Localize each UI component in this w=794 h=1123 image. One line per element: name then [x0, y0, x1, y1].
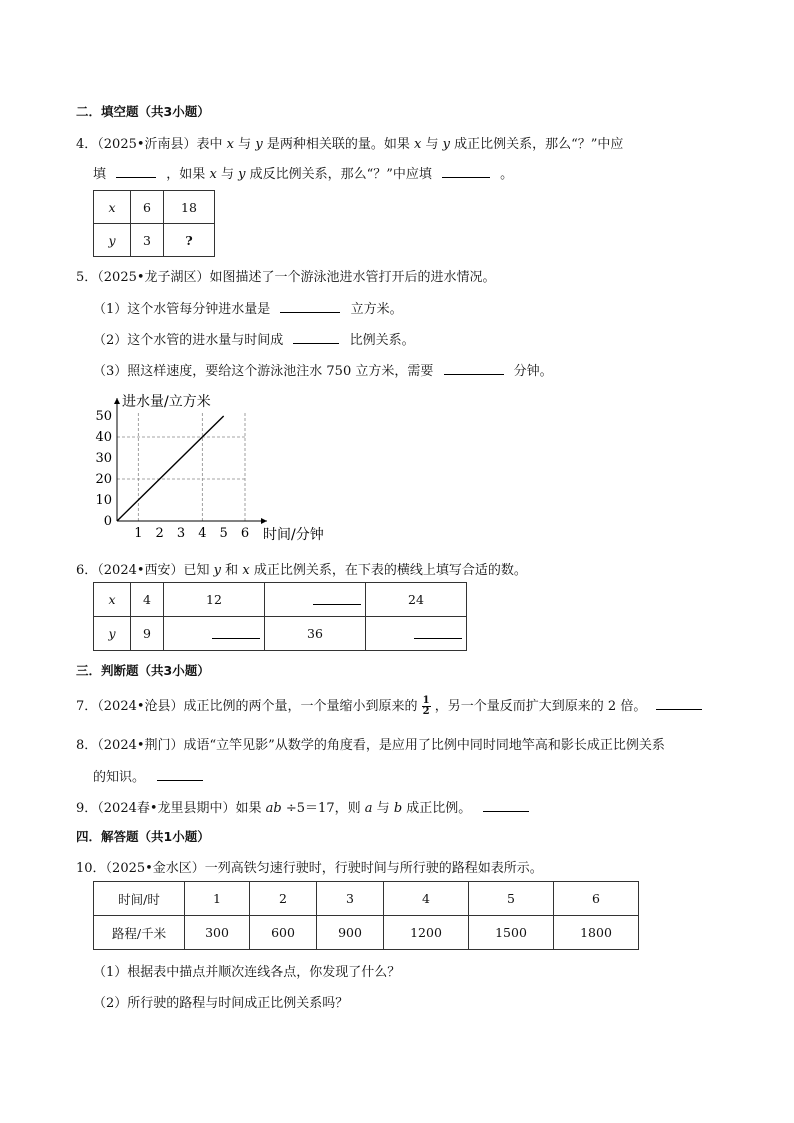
table-cell: 4 [131, 583, 164, 617]
section-heading-solution: 四．解答题（共1小题） [76, 829, 210, 844]
x-tick-label: 6 [240, 526, 250, 541]
q6-text-c: 成正比例关系，在下表的横线上填写合适的数。 [253, 563, 527, 578]
table-cell: 12 [164, 583, 265, 617]
table-cell: 3 [317, 882, 384, 916]
question-10-part-1: （1）根据表中描点并顺次连线各点，你发现了什么？ [93, 965, 401, 980]
answer-blank[interactable] [483, 799, 529, 812]
x-tick-label: 4 [198, 526, 207, 541]
table-cell: 6 [554, 882, 639, 916]
answer-blank[interactable] [414, 626, 462, 639]
q6-text-b: 和 [225, 563, 239, 578]
var-y: y [213, 563, 222, 578]
table-cell: 1800 [554, 916, 639, 950]
table-cell: 18 [164, 191, 215, 224]
table-cell: 6 [131, 191, 164, 224]
q4-text-yu: 与 [238, 137, 252, 152]
var-ab: ab [265, 801, 282, 816]
y-tick-label: 20 [95, 472, 112, 487]
table-cell: 900 [317, 916, 384, 950]
table-cell: 1500 [469, 916, 554, 950]
table-cell: y [94, 617, 131, 651]
q7-text-a: 7．（2024•沧县）成正比例的两个量，一个量缩小到原来的 [76, 699, 418, 714]
q5-p1-unit: 立方米。 [350, 302, 403, 317]
table-cell: 600 [250, 916, 317, 950]
q9-text-c: 与 [376, 801, 390, 816]
section-heading-fill-in: 二．填空题（共3小题） [76, 104, 210, 119]
question-5-part-3 [93, 360, 553, 379]
answer-blank[interactable] [157, 768, 203, 781]
var-x: x [242, 563, 250, 578]
question-6-stem [76, 559, 527, 578]
var-y: y [238, 167, 246, 182]
q5-p2-unit: 比例关系。 [349, 333, 415, 348]
x-axis-arrow [261, 518, 267, 524]
table-cell-blank[interactable] [164, 617, 265, 651]
table-cell: 2 [250, 882, 317, 916]
q4-text-b: 是两种相关联的量。如果 [266, 137, 410, 152]
fraction-denominator: 2 [422, 706, 430, 717]
q5-p3-unit: 分钟。 [513, 364, 553, 379]
question-7 [76, 695, 702, 717]
section-heading-judgement: 三．判断题（共3小题） [76, 663, 210, 678]
var-a: a [364, 801, 373, 816]
q9-text-b: ÷5＝17，则 [285, 801, 361, 816]
q4-text-inverse: 成反比例关系，那么“？”中应填 [249, 167, 432, 182]
table-cell: 300 [185, 916, 250, 950]
answer-blank[interactable] [313, 592, 361, 605]
q8-text-end: 的知识。 [93, 770, 146, 785]
table-cell: x [94, 583, 131, 617]
x-tick-label: 2 [155, 526, 164, 541]
question-8-line-1: 8．（2024•荆门）成语“立竿见影”从数学的角度看，是应用了比例中同时同地竿高和影长成正比例关系 [76, 738, 665, 753]
y-tick-label: 0 [103, 514, 112, 529]
var-y: y [442, 137, 450, 152]
q5-p2-text: （2）这个水管的进水量与时间成 [93, 333, 284, 348]
q5-p3-text: （3）照这样速度，要给这个游泳池注水 750 立方米，需要 [93, 364, 434, 379]
table-cell: 9 [131, 617, 164, 651]
answer-blank[interactable] [280, 300, 340, 313]
y-tick-label: 10 [95, 493, 112, 508]
answer-blank[interactable] [656, 697, 702, 710]
table-cell: x [94, 191, 131, 224]
table-cell: 24 [366, 583, 467, 617]
table-cell-blank[interactable] [265, 583, 366, 617]
answer-blank[interactable] [116, 165, 156, 178]
q4-text-yu: 与 [220, 167, 234, 182]
table-cell-blank[interactable] [366, 617, 467, 651]
fraction-numerator: 1 [422, 695, 430, 706]
question-10-stem: 10．（2025•金水区）一列高铁匀速行驶时，行驶时间与所行驶的路程如表所示。 [76, 861, 543, 876]
q4-xy-table [93, 190, 215, 257]
question-8-line-2 [93, 766, 203, 785]
q6-text-a: 6．（2024•西安）已知 [76, 563, 210, 578]
fraction-one-half [422, 696, 431, 717]
answer-blank[interactable] [212, 626, 260, 639]
question-4-line-2 [93, 163, 513, 182]
question-9 [76, 797, 529, 816]
q5-p1-text: （1）这个水管每分钟进水量是 [93, 302, 271, 317]
answer-blank[interactable] [442, 165, 490, 178]
y-axis-arrow [114, 398, 120, 404]
q6-xy-table [93, 582, 467, 651]
var-x: x [413, 137, 422, 152]
q4-text-end: 。 [500, 167, 514, 182]
table-cell: 4 [384, 882, 469, 916]
water-inflow-chart [95, 390, 365, 545]
var-y: y [255, 137, 263, 152]
var-x: x [209, 167, 217, 182]
answer-blank[interactable] [444, 362, 504, 375]
q4-text-c: 成正比例关系，那么“？”中应 [454, 137, 624, 152]
table-cell: ? [164, 224, 215, 257]
y-axis-label: 进水量/立方米 [122, 394, 211, 410]
table-cell: 1200 [384, 916, 469, 950]
x-axis-label: 时间/分钟 [263, 527, 324, 543]
var-b: b [393, 801, 403, 816]
q7-text-b: ，另一个量反而扩大到原来的 2 倍。 [434, 699, 647, 714]
table-cell: 36 [265, 617, 366, 651]
table-header-cell: 时间/时 [94, 882, 185, 916]
table-cell: 3 [131, 224, 164, 257]
table-cell: 1 [185, 882, 250, 916]
question-10-part-2: （2）所行驶的路程与时间成正比例关系吗？ [93, 996, 349, 1011]
series-line [117, 416, 224, 521]
var-x: x [226, 137, 235, 152]
q4-text-ruguo: ，如果 [166, 167, 206, 182]
question-5-stem: 5．（2025•龙子湖区）如图描述了一个游泳池进水管打开后的进水情况。 [76, 270, 496, 285]
table-cell: 5 [469, 882, 554, 916]
q4-text-a: 4．（2025•沂南县）表中 [76, 137, 223, 152]
y-tick-label: 30 [95, 451, 112, 466]
x-tick-label: 5 [219, 526, 228, 541]
answer-blank[interactable] [293, 331, 339, 344]
question-5-part-2 [93, 329, 415, 348]
question-5-part-1 [93, 298, 403, 317]
table-cell: y [94, 224, 131, 257]
table-header-cell: 路程/千米 [94, 916, 185, 950]
question-4-line-1 [76, 133, 623, 152]
q4-text-fill: 填 [93, 167, 107, 182]
y-tick-label: 40 [95, 430, 112, 445]
q9-text-a: 9．（2024春•龙里县期中）如果 [76, 801, 262, 816]
x-tick-label: 3 [176, 526, 186, 541]
q4-text-yu: 与 [425, 137, 439, 152]
y-tick-label: 50 [95, 409, 112, 424]
x-tick-label: 1 [134, 526, 143, 541]
q10-time-distance-table [93, 881, 639, 950]
q9-text-d: 成正比例。 [406, 801, 472, 816]
